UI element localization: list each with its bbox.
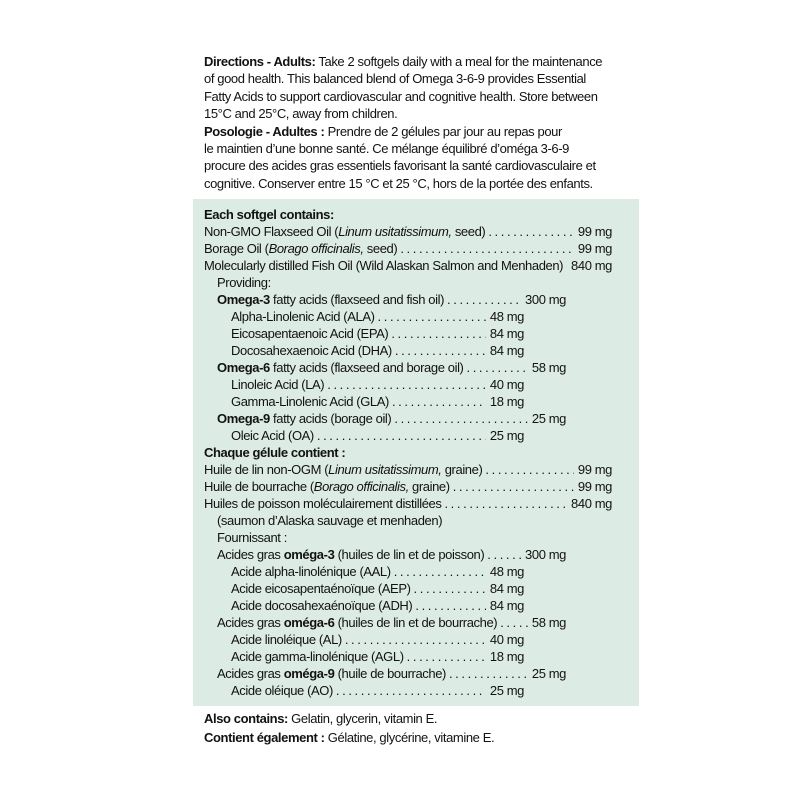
ingredient-row (204, 274, 612, 291)
row-label (204, 495, 441, 512)
row-label-segment: Directions - Adults: (204, 54, 316, 69)
row-label-segment: Molecularly distilled Fish Oil (Wild Alaskan Salmon and Menhaden) (204, 258, 564, 273)
ingredient-row (204, 291, 612, 308)
row-label-segment: Each softgel contains: (204, 207, 334, 222)
row-label (231, 342, 392, 359)
row-label-segment: Prendre de 2 gélules par jour au repas pour (324, 123, 562, 139)
row-label-segment: oméga-6 (283, 615, 335, 630)
row-label (231, 631, 342, 648)
ingredient-row (204, 308, 612, 325)
row-label-segment: Borage Oil ( (204, 241, 269, 256)
row-label (204, 123, 562, 140)
dot-leader (378, 308, 486, 325)
row-label-segment: Take 2 softgels daily with a meal for the maintenance (315, 54, 603, 69)
ingredient-row (204, 461, 612, 478)
directions-line (204, 70, 644, 87)
ingredient-row (204, 444, 612, 461)
ingredient-row (204, 359, 612, 376)
amount-value: 18 mg (489, 649, 524, 664)
row-label (204, 70, 586, 87)
row-label (217, 291, 444, 308)
amount-value: 25 mg (489, 683, 524, 698)
dot-leader (444, 495, 567, 512)
row-label (204, 257, 563, 274)
row-label (204, 88, 598, 105)
row-label (204, 709, 437, 728)
row-label-segment: Acides gras (217, 547, 284, 562)
dot-leader (566, 257, 567, 274)
row-label-segment: graine) (441, 462, 483, 477)
row-label-segment: Omega-6 (217, 360, 270, 375)
row-label-segment: cognitive. Conserver entre 15 °C et 25 °C, hors de la portée des enfants. (204, 175, 593, 191)
ingredient-row (204, 427, 612, 444)
row-label (204, 105, 397, 122)
amount-value: 48 mg (489, 564, 524, 579)
ingredient-row (204, 325, 612, 342)
row-label-segment: seed) (451, 224, 486, 239)
row-label-segment: Chaque gélule contient : (204, 445, 346, 460)
row-label (231, 325, 388, 342)
row-label (204, 223, 485, 240)
row-label (204, 140, 569, 157)
row-label-segment: Linoleic Acid (LA) (231, 377, 325, 392)
row-label (204, 206, 334, 223)
directions-line (204, 123, 644, 140)
row-label (204, 478, 450, 495)
row-label-segment: Huile de lin non-OGM ( (204, 462, 329, 477)
row-label (217, 274, 271, 291)
amount-value: 40 mg (489, 632, 524, 647)
directions-line (204, 140, 644, 157)
also-contains-section (204, 709, 644, 747)
amount-value: 99 mg (577, 224, 612, 239)
row-label-segment: (saumon d’Alaska sauvage et menhaden) (217, 513, 443, 528)
ingredient-row (204, 563, 612, 580)
ingredient-row (204, 240, 612, 257)
amount-value: 18 mg (489, 394, 524, 409)
row-label-segment: Posologie - Adultes : (204, 123, 325, 139)
row-label-segment: of good health. This balanced blend of Omega 3-6-9 provides Essential (204, 71, 586, 87)
amount-value: 99 mg (577, 462, 612, 477)
row-label-segment: Huiles de poisson moléculairement distillées (204, 496, 442, 511)
row-label (231, 682, 333, 699)
row-label-segment: le maintien d’une bonne santé. Ce mélange équilibré d’oméga 3-6-9 (204, 141, 569, 157)
ingredient-row (204, 410, 612, 427)
amount-value: 300 mg (525, 292, 566, 307)
dot-leader (414, 580, 486, 597)
row-label-segment: seed) (363, 241, 398, 256)
directions-section (204, 53, 644, 192)
amount-value: 99 mg (577, 241, 612, 256)
row-label (204, 240, 397, 257)
ingredient-row (204, 512, 612, 529)
row-label (231, 648, 404, 665)
directions-line (204, 175, 644, 192)
dot-leader (488, 223, 574, 240)
row-label (204, 461, 482, 478)
row-label (231, 393, 389, 410)
row-label-segment: Acides gras (217, 666, 284, 681)
row-label (217, 512, 442, 529)
ingredient-row (204, 257, 612, 274)
row-label (204, 53, 602, 70)
row-label-segment: (huiles de lin et de poisson) (334, 547, 485, 562)
dot-leader (466, 359, 527, 376)
row-label-segment: Acides gras (217, 615, 284, 630)
row-label-segment: Also contains: (204, 711, 288, 726)
amount-value: 58 mg (531, 615, 566, 630)
ingredient-row (204, 495, 612, 512)
dot-leader (392, 393, 486, 410)
row-label-segment: Acide eicosapentaénoïque (AEP) (231, 581, 411, 596)
amount-value: 840 mg (571, 258, 612, 273)
row-label-segment: Omega-9 (217, 411, 270, 426)
row-label (231, 563, 391, 580)
dot-leader (485, 461, 573, 478)
row-label (204, 175, 593, 192)
amount-value: 84 mg (489, 326, 524, 341)
ingredient-row (204, 376, 612, 393)
row-label (204, 157, 596, 174)
dot-leader (327, 376, 486, 393)
row-label-segment: Acide linoléique (AL) (231, 632, 342, 647)
dot-leader (453, 478, 574, 495)
ingredient-row (204, 223, 612, 240)
row-label-segment: Acide alpha-linolénique (AAL) (231, 564, 391, 579)
amount-value: 840 mg (571, 496, 612, 511)
row-label (217, 529, 287, 546)
row-label (217, 410, 391, 427)
amount-value: 58 mg (531, 360, 566, 375)
row-label-segment: Gélatine, glycérine, vitamine E. (324, 730, 495, 745)
amount-value: 40 mg (489, 377, 524, 392)
ingredient-row (204, 393, 612, 410)
dot-leader (400, 240, 574, 257)
row-label-segment: (huiles de lin et de bourrache) (334, 615, 498, 630)
ingredient-row (204, 206, 612, 223)
row-label-segment: Fatty Acids to support cardiovascular and cognitive health. Store between (204, 88, 598, 104)
row-label (204, 444, 345, 461)
dot-leader (500, 614, 528, 631)
row-label-segment: Acide gamma-linolénique (AGL) (231, 649, 404, 664)
row-label-segment: procure des acides gras essentiels favorisant la santé cardiovasculaire et (204, 158, 596, 174)
amount-value: 99 mg (577, 479, 612, 494)
row-label-segment: Acide docosahexaénoïque (ADH) (231, 598, 413, 613)
row-label-segment: Gelatin, glycerin, vitamin E. (287, 711, 438, 726)
amount-value: 84 mg (489, 581, 524, 596)
amount-value: 48 mg (489, 309, 524, 324)
row-label (231, 427, 314, 444)
row-label-segment: Providing: (217, 275, 271, 290)
ingredient-row (204, 342, 612, 359)
amount-value: 84 mg (489, 343, 524, 358)
row-label-segment: Contient également : (204, 730, 325, 745)
row-label-segment: fatty acids (flaxseed and borage oil) (269, 360, 464, 375)
ingredient-row (204, 478, 612, 495)
dot-leader (394, 410, 528, 427)
ingredient-row (204, 614, 612, 631)
ingredient-row (204, 529, 612, 546)
row-label-segment: (huile de bourrache) (334, 666, 446, 681)
row-label-segment: Fournissant : (217, 530, 287, 545)
row-label-segment: Docosahexaenoic Acid (DHA) (231, 343, 392, 358)
amount-value: 25 mg (531, 666, 566, 681)
row-label-segment: Alpha-Linolenic Acid (ALA) (231, 309, 375, 324)
ingredient-row (204, 597, 612, 614)
row-label-segment: fatty acids (flaxseed and fish oil) (269, 292, 445, 307)
row-label-segment: oméga-9 (283, 666, 335, 681)
directions-line (204, 53, 644, 70)
row-label-segment: Omega-3 (217, 292, 270, 307)
row-label (204, 728, 494, 747)
ingredient-row (204, 665, 612, 682)
dot-leader (487, 546, 521, 563)
amount-value: 300 mg (525, 547, 566, 562)
row-label (217, 665, 446, 682)
row-label (231, 308, 375, 325)
row-label (217, 359, 463, 376)
row-label-segment: fatty acids (borage oil) (269, 411, 392, 426)
row-label-segment: 15°C and 25°C, away from children. (204, 106, 398, 122)
row-label-segment: Linum usitatissimum, (328, 462, 442, 477)
row-label (217, 614, 497, 631)
dot-leader (317, 427, 486, 444)
row-label-segment: Eicosapentaenoic Acid (EPA) (231, 326, 389, 341)
dot-leader (394, 563, 486, 580)
dot-leader (407, 648, 486, 665)
also-contains-line (204, 728, 644, 747)
dot-leader (415, 597, 486, 614)
row-label (231, 597, 412, 614)
row-label-segment: Borago officinalis, (313, 479, 409, 494)
row-label (231, 580, 411, 597)
dot-leader (395, 342, 486, 359)
row-label-segment: Gamma-Linolenic Acid (GLA) (231, 394, 389, 409)
ingredient-row (204, 648, 612, 665)
also-contains-line (204, 709, 644, 728)
row-label-segment: graine) (408, 479, 450, 494)
directions-line (204, 105, 644, 122)
dot-leader (391, 325, 486, 342)
row-label-segment: Linum usitatissimum, (338, 224, 452, 239)
amount-value: 84 mg (489, 598, 524, 613)
row-label-segment: oméga-3 (283, 547, 335, 562)
ingredient-row (204, 546, 612, 563)
row-label (217, 546, 484, 563)
row-label-segment: Huile de bourrache ( (204, 479, 314, 494)
dot-leader (447, 291, 521, 308)
dot-leader (345, 631, 486, 648)
ingredient-row (204, 580, 612, 597)
row-label-segment: Borago officinalis, (268, 241, 364, 256)
row-label-segment: Oleic Acid (OA) (231, 428, 314, 443)
dot-leader (449, 665, 528, 682)
row-label (231, 376, 324, 393)
row-label-segment: Non-GMO Flaxseed Oil ( (204, 224, 339, 239)
amount-value: 25 mg (531, 411, 566, 426)
supplement-facts-panel (193, 199, 639, 706)
directions-line (204, 88, 644, 105)
dot-leader (336, 682, 486, 699)
ingredient-row (204, 631, 612, 648)
ingredient-row (204, 682, 612, 699)
row-label-segment: Acide oléique (AO) (231, 683, 333, 698)
directions-line (204, 157, 644, 174)
amount-value: 25 mg (489, 428, 524, 443)
